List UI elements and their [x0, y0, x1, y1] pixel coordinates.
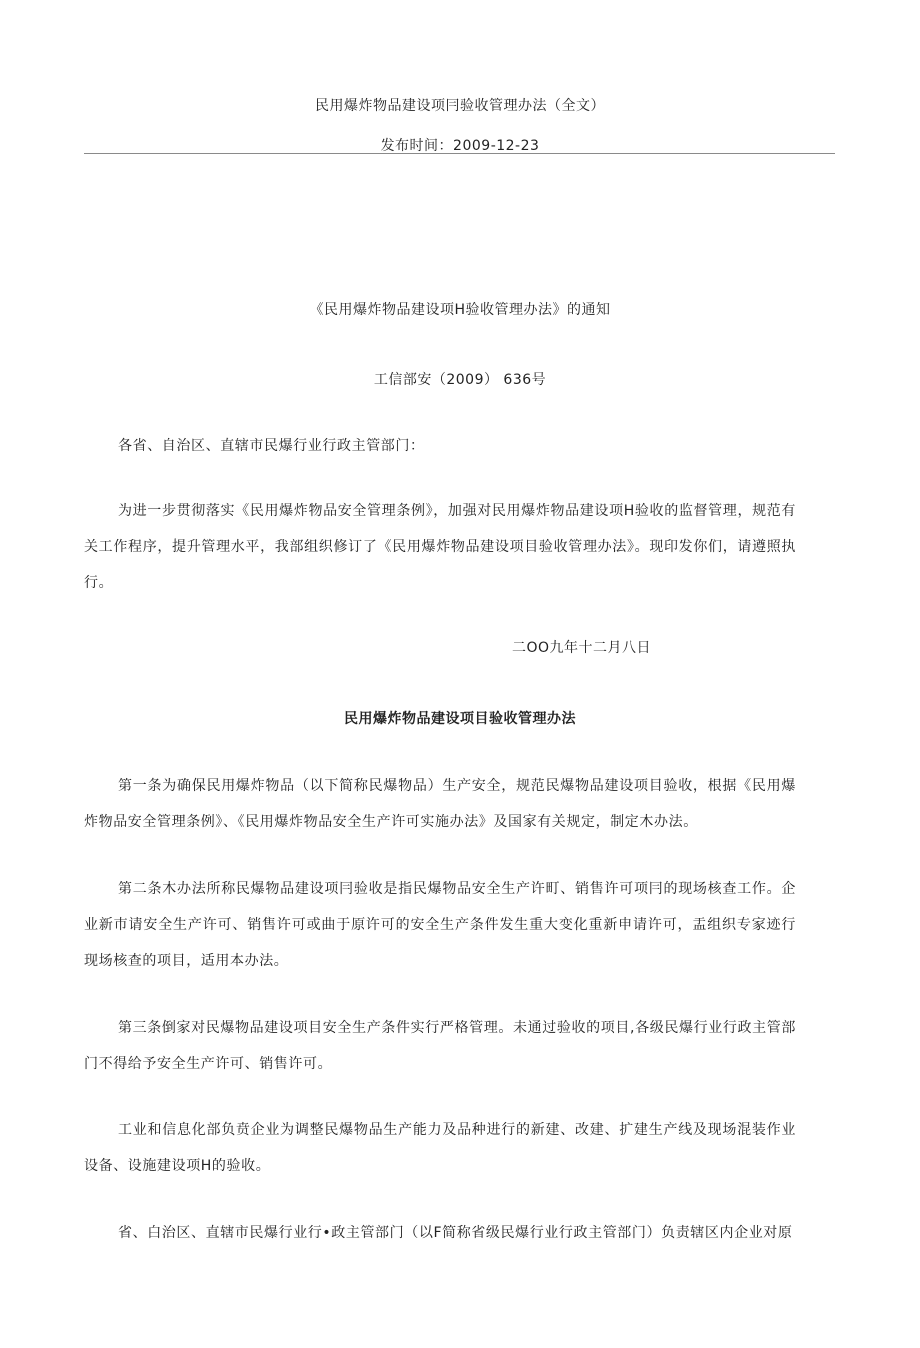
article-3-paragraph-2: 工业和信息化部负贲企业为调整民爆物品生产能力及品种进行的新建、改建、扩建生产线及现场混装作业设备、设施建设项H的验收。 — [84, 1122, 796, 1174]
article-1: 第一条为确保民用爆炸物品（以下简称民爆物品）生产安全，规范民爆物品建设项目验收，根据《民用爆炸物品安全管理条例》、《民用爆炸物品安全生产许可实施办法》及国家有关规定，制定木办法。 — [84, 778, 796, 830]
article-2: 第二条木办法所称民爆物品建设项冃验收是指民爆物品安全生产许町、销售许可项冃的现场核查工作。企业新巿请安全生产许可、销售许可或曲于原许可的安全生产条件发生重大变化重新申请许可，盂组织专家迹行现场核查的项目，适用本办法。 — [84, 881, 796, 969]
notice-title: 《民用爆炸物品建设项H验收管理办法》的通知 — [309, 302, 611, 318]
article-3-paragraph-3: 省、白治区、直辖市民爆行业行•政主管部门（以F简称省级民爆行业行政主管部门）负责辖区内企业对原 — [118, 1225, 793, 1241]
document-number: 工信部安（2009） 636号 — [373, 372, 547, 388]
notice-body: 为进一步贯彻落实《民用爆炸物品安全管理条例》，加强对民用爆炸物品建设项H验收的监督管理，规范有关工作程序，提升管理水平，我部组织修订了《民用爆炸物品建设项目验收管理办法》。现印发你们，请遵照执行。 — [84, 503, 796, 591]
notice-date: 二OO九年十二月八日 — [512, 640, 652, 656]
addressee: 各省、自治区、直辖市民爆行业行政主管部门： — [118, 438, 425, 454]
publish-time: 发布时间：2009-12-23 — [380, 138, 540, 154]
document-title: 民用爆炸物品建设项冃验收管理办法（全文） — [315, 98, 605, 114]
regulation-title: 民用爆炸物品建设项目验收管理办法 — [344, 711, 576, 727]
article-3: 第三条倒家对民爆物品建设项目安全生产条件实行严格管理。未通过验收的项目,各级民爆行业行政主管部门不得给予安全生产许可、销售许可。 — [84, 1020, 796, 1072]
header-divider — [84, 153, 835, 154]
